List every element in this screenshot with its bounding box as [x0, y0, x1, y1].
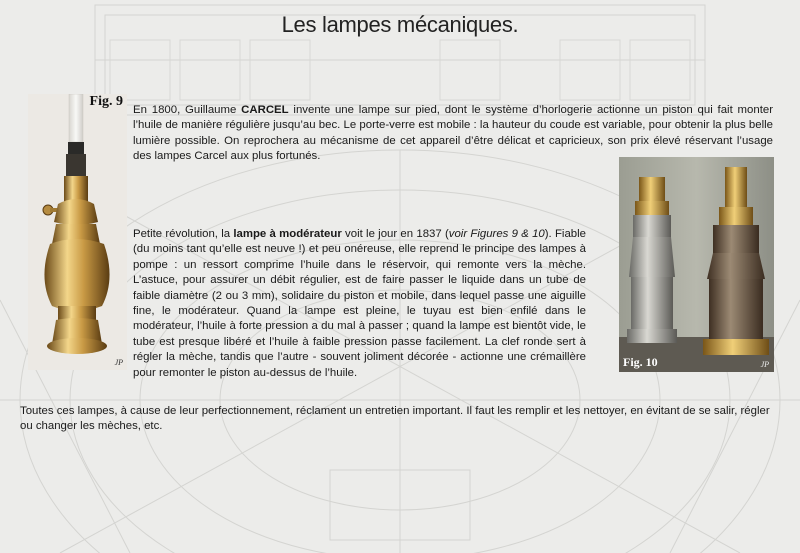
paragraph-text: Petite révolution, la	[133, 228, 234, 240]
paragraph-text: invente une lampe sur pied, dont le système d’horlogerie actionne un piston qui fait monter l’huile de manière régulière jusqu’au bec. Le porte-verre est mobile : la hauteur du coude est variable, pour obtenir la plus belle lumière possible. On reprochera au mécanisme de cet appareil d’être délicat et capricieux, son prix élevé réservant l’usage des lampes Carcel aux plus fortunés.	[133, 104, 773, 163]
monogram-signature: JP	[114, 358, 123, 367]
page-title: Les lampes mécaniques.	[281, 12, 519, 37]
paragraph-text: voit le jour en 1837 (	[341, 228, 449, 240]
paragraph-text: ). Fiable (du moins tant qu’elle est neuve !) et peu onéreuse, elle reprend le principe des lampes à pompe : un ressort comprime l’huile dans le réservoir, qui remonte vers la mèche. L’astuce, pour assurer un débit régulier, est de faire passer le liquide dans un tube de faible diamètre (2 ou 3 mm), solidaire du piston et mobile, dans lequel passe une aiguille fine, le modérateur. Quand la lampe est pleine, le tuyau est bien enfilé dans le modérateur, l’huile à forte pression a du mal à passer ; quand la lampe est bientôt vide, le tube est presque libéré et l’huile à faible pression passe facilement. La clef ronde sert à régler la mèche, tandis que l’autre - souvent joliment décorée - actionne une crémaillère pour remonter le piston au-dessus de l’huile.	[133, 228, 586, 379]
figure-10-label: Fig. 10	[623, 355, 658, 369]
figure-10-lamps-photo	[619, 157, 774, 372]
paragraph-text: En 1800, Guillaume	[133, 104, 242, 116]
paragraph-moderator-lamp	[133, 227, 586, 381]
figure-9-label: Fig. 9	[89, 94, 123, 109]
bold-term: lampe à modérateur	[233, 228, 342, 240]
figure-9-lamp-photo	[28, 94, 127, 370]
paragraph-carcel	[133, 103, 773, 165]
two-moderator-lamps-illustration	[619, 157, 774, 372]
paragraph-maintenance: Toutes ces lampes, à cause de leur perfectionnement, réclament un entretien important. Il faut les remplir et les nettoyer, en évitant de se salir, régler ou changer les mèches, etc.	[20, 405, 770, 433]
brass-lamp-illustration	[28, 94, 127, 370]
monogram-signature: JP	[760, 360, 769, 369]
bold-name: CARCEL	[241, 104, 289, 116]
figure-reference: voir Figures 9 & 10	[448, 228, 545, 240]
